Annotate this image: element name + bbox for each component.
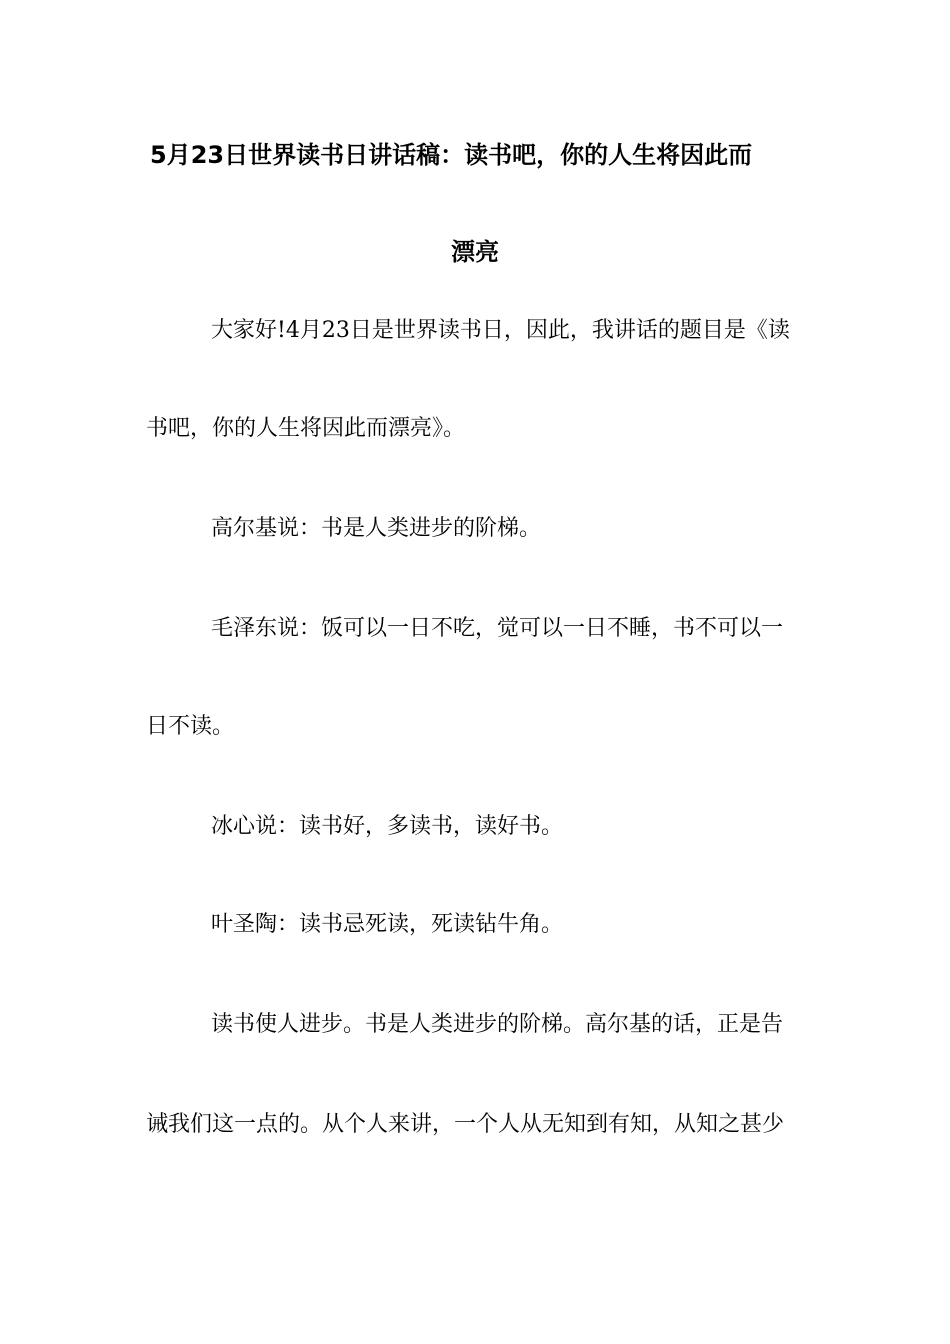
- paragraph-line: 日不读。: [146, 714, 235, 739]
- paragraph-line: 高尔基说：书是人类进步的阶梯。: [211, 516, 542, 541]
- paragraph-line: 读书使人进步。书是人类进步的阶梯。高尔基的话，正是告: [211, 1012, 784, 1037]
- paragraph-line: 书吧，你的人生将因此而漂亮》。: [146, 416, 466, 441]
- paragraph-line: 大家好!4月23日是世界读书日，因此，我讲话的题目是《读: [211, 318, 790, 343]
- paragraph-line: 叶圣陶：读书忌死读，死读钻牛角。: [211, 912, 564, 937]
- paragraph-line: 冰心说：读书好，多读书，读好书。: [211, 814, 564, 839]
- document-title-line-1: 5月23日世界读书日讲话稿：读书吧，你的人生将因此而: [150, 141, 753, 169]
- document-title-line-2: 漂亮: [451, 238, 499, 266]
- paragraph-line: 诫我们这一点的。从个人来讲，一个人从无知到有知，从知之甚少: [146, 1112, 785, 1137]
- paragraph-line: 毛泽东说：饭可以一日不吃，觉可以一日不睡，书不可以一: [211, 616, 784, 641]
